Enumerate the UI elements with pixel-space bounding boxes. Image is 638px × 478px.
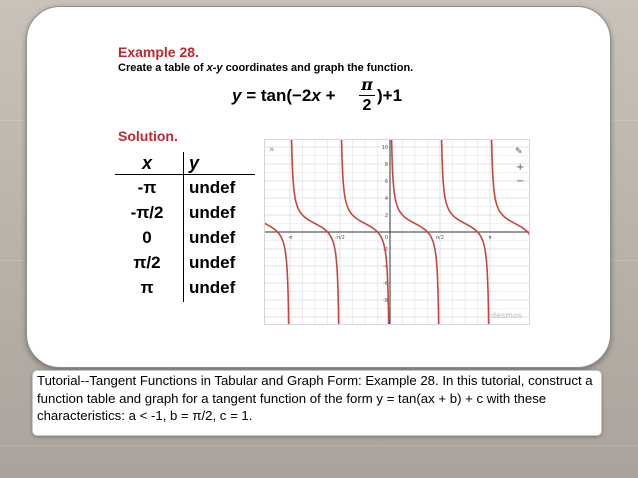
- table-cell-y: undef: [189, 278, 236, 297]
- fraction-bar: [359, 95, 375, 96]
- y-tick-label: -8: [383, 298, 388, 304]
- fraction-numerator: π: [361, 75, 373, 94]
- y-tick-label: -6: [383, 281, 388, 287]
- table-column-divider: [183, 152, 184, 302]
- instruction-text: Create a table of x-y coordinates and graph the function.: [118, 62, 414, 74]
- y-tick-label: 8: [384, 162, 388, 168]
- y-tick-label: 4: [384, 196, 388, 202]
- table-header-rule: [115, 174, 255, 175]
- origin-label: 0: [384, 235, 388, 241]
- function-graph[interactable]: [264, 139, 530, 325]
- table-header-x: x: [141, 153, 152, 173]
- y-tick-label: 6: [384, 179, 388, 185]
- table-cell-x: -π/2: [130, 203, 164, 222]
- equation-right: )+1: [377, 86, 403, 105]
- caption-box: Tutorial--Tangent Functions in Tabular and Graph Form: Example 28. In this tutorial, construct a function table and graph for a tangent function of the form y = tan(ax + b) + c with these characteristics: a < -1, b = π/2, c = 1.: [32, 370, 602, 436]
- y-tick-label: 2: [384, 213, 388, 219]
- tangent-branch: [264, 222, 290, 325]
- x-tick-label: π: [488, 235, 492, 241]
- zoom-in-icon[interactable]: +: [516, 162, 525, 173]
- table-cell-x: -π: [137, 178, 157, 197]
- y-tick-label: -4: [383, 264, 388, 270]
- table-cell-y: undef: [189, 253, 236, 272]
- x-tick-label: -π/2: [335, 235, 345, 241]
- equation: [232, 76, 432, 128]
- fraction-denominator: 2: [362, 97, 372, 114]
- table-header-y: y: [189, 153, 200, 173]
- tangent-branch: [490, 139, 530, 237]
- graph-axes: [265, 140, 529, 324]
- x-tick-label: -π: [287, 235, 293, 241]
- desmos-watermark: desmos: [491, 311, 523, 320]
- y-tick-label: -2: [383, 247, 388, 253]
- equation-fraction: [359, 76, 375, 115]
- zoom-out-icon[interactable]: −: [516, 176, 525, 187]
- expand-icon[interactable]: »: [269, 145, 275, 155]
- table-cell-y: undef: [189, 228, 236, 247]
- wrench-icon[interactable]: ✎: [515, 147, 523, 157]
- table-cell-y: undef: [189, 178, 236, 197]
- table-cell-x: π/2: [133, 253, 161, 272]
- x-tick-label: π/2: [436, 235, 444, 241]
- example-title: Example 28.: [118, 44, 199, 60]
- table-cell-x: π: [140, 278, 154, 297]
- y-tick-label: 10: [381, 145, 388, 151]
- equation-left: y = tan(−2x +: [232, 86, 336, 105]
- background-grain: [0, 445, 638, 446]
- table-cell-y: undef: [189, 203, 236, 222]
- solution-label: Solution.: [118, 128, 178, 144]
- table-cell-x: 0: [142, 228, 152, 247]
